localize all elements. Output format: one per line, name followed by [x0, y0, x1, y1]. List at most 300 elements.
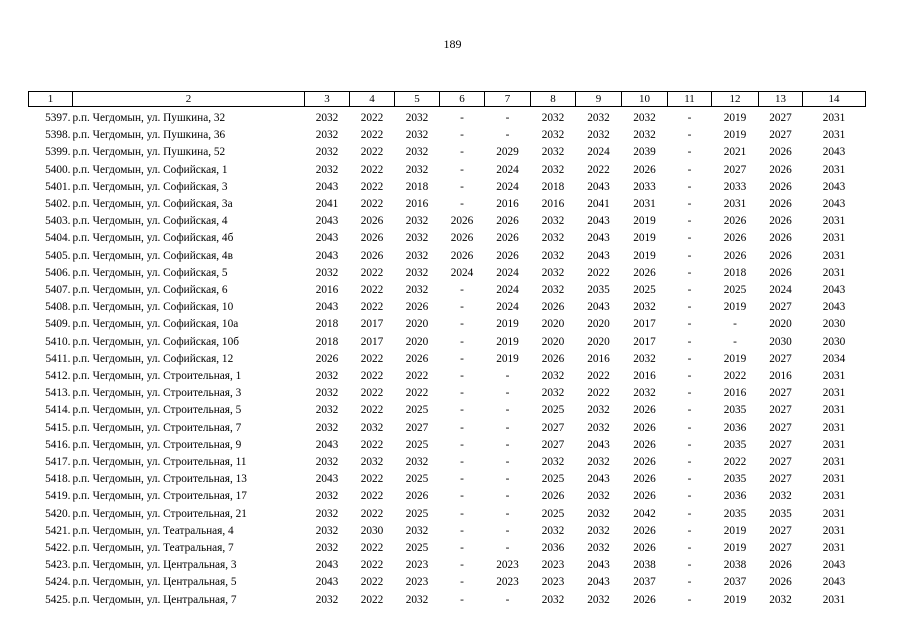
year-cell: -	[687, 456, 692, 469]
row-number: 5415.	[45, 421, 71, 434]
year-cell: -	[687, 438, 692, 451]
year-cell: 2022	[360, 370, 384, 383]
year-cell: 2026	[723, 232, 747, 245]
year-cell: 2027	[769, 404, 792, 417]
year-cell: 2035	[723, 473, 747, 486]
year-cell: 2032	[633, 387, 656, 400]
year-cell: 2016	[496, 198, 519, 211]
address-cell: р.п. Чегдомын, ул. Софийская, 4	[72, 215, 228, 228]
year-cell: 2026	[541, 301, 565, 314]
table-row	[29, 471, 866, 488]
year-cell: 2020	[405, 318, 429, 331]
year-cell: 2016	[723, 387, 747, 400]
row-number: 5420.	[45, 507, 71, 520]
year-cell: 2016	[405, 198, 429, 211]
year-cell: 2043	[587, 180, 610, 193]
row-number: 5419.	[45, 490, 71, 503]
year-cell: 2041	[315, 198, 339, 211]
year-cell: -	[460, 180, 464, 193]
row-number: 5411.	[45, 352, 71, 365]
year-cell: 2031	[822, 129, 846, 142]
table-header	[29, 92, 866, 107]
year-cell: 2025	[541, 473, 565, 486]
address-cell: р.п. Чегдомын, ул. Строительная, 13	[72, 473, 247, 486]
year-cell: -	[687, 335, 692, 348]
year-cell: -	[687, 352, 692, 365]
year-cell: 2026	[723, 215, 747, 228]
year-cell: 2032	[587, 129, 610, 142]
year-cell: 2043	[315, 576, 339, 589]
year-cell: -	[460, 370, 464, 383]
row-number: 5417.	[45, 456, 71, 469]
year-cell: 2026	[405, 301, 429, 314]
column-header-1: 1	[29, 92, 73, 107]
year-cell: 2026	[769, 163, 792, 176]
year-cell: 2043	[822, 146, 846, 159]
year-cell: 2032	[587, 421, 610, 434]
year-cell: 2037	[723, 576, 747, 589]
year-cell: -	[460, 593, 464, 606]
address-cell: р.п. Чегдомын, ул. Софийская, 5	[72, 266, 228, 279]
year-cell: 2022	[360, 284, 384, 297]
year-cell: 2022	[360, 387, 384, 400]
year-cell: 2022	[587, 387, 610, 400]
year-cell: 2016	[769, 370, 792, 383]
address-cell: р.п. Чегдомын, ул. Строительная, 7	[72, 421, 242, 434]
year-cell: 2030	[360, 524, 384, 537]
year-cell: 2022	[360, 404, 384, 417]
year-cell: 2043	[822, 559, 846, 572]
year-cell: -	[460, 352, 464, 365]
column-header-3: 3	[305, 92, 350, 107]
address-cell: р.п. Чегдомын, ул. Строительная, 11	[72, 456, 247, 469]
year-cell: 2033	[723, 180, 747, 193]
year-cell: -	[460, 438, 464, 451]
year-cell: 2027	[769, 524, 792, 537]
table-row	[29, 351, 866, 368]
year-cell: 2031	[723, 198, 747, 211]
address-cell: р.п. Чегдомын, ул. Софийская, 6	[72, 284, 228, 297]
address-cell: р.п. Чегдомын, ул. Строительная, 9	[72, 438, 242, 451]
year-cell: 2027	[769, 352, 792, 365]
year-cell: 2032	[315, 387, 339, 400]
year-cell: 2031	[822, 524, 846, 537]
year-cell: 2025	[723, 284, 747, 297]
year-cell: -	[687, 301, 692, 314]
year-cell: -	[460, 524, 464, 537]
year-cell: -	[505, 473, 510, 486]
data-table	[28, 91, 866, 609]
year-cell: 2032	[541, 370, 565, 383]
year-cell: 2032	[587, 490, 610, 503]
year-cell: 2032	[315, 404, 339, 417]
year-cell: 2026	[769, 232, 792, 245]
table-row	[29, 282, 866, 299]
year-cell: -	[687, 473, 692, 486]
year-cell: 2031	[822, 490, 846, 503]
year-cell: 2022	[587, 163, 610, 176]
table-row	[29, 162, 866, 179]
year-cell: 2022	[405, 370, 429, 383]
table-row	[29, 385, 866, 402]
row-number: 5402.	[45, 198, 71, 211]
year-cell: 2023	[541, 559, 565, 572]
year-cell: -	[505, 593, 510, 606]
year-cell: 2022	[587, 370, 610, 383]
row-number: 5423.	[45, 559, 71, 572]
year-cell: 2017	[360, 335, 384, 348]
year-cell: -	[687, 593, 692, 606]
table-row	[29, 402, 866, 419]
year-cell: -	[687, 284, 692, 297]
year-cell: 2026	[633, 524, 656, 537]
year-cell: 2030	[822, 335, 846, 348]
year-cell: 2024	[496, 163, 519, 176]
page-number: 189	[443, 37, 462, 51]
year-cell: 2018	[315, 335, 339, 348]
year-cell: 2027	[541, 438, 565, 451]
year-cell: 2043	[315, 249, 339, 262]
year-cell: 2032	[541, 456, 565, 469]
year-cell: 2023	[496, 559, 519, 572]
row-number: 5425.	[45, 593, 71, 606]
year-cell: 2043	[587, 232, 610, 245]
year-cell: 2032	[315, 163, 339, 176]
year-cell: 2024	[769, 284, 792, 297]
year-cell: 2032	[360, 421, 384, 434]
year-cell: 2023	[541, 576, 565, 589]
year-cell: 2022	[360, 129, 384, 142]
year-cell: -	[505, 129, 510, 142]
year-cell: 2043	[315, 301, 339, 314]
year-cell: 2032	[633, 112, 656, 124]
year-cell: 2032	[769, 490, 792, 503]
year-cell: 2032	[405, 215, 429, 228]
year-cell: -	[460, 284, 464, 297]
column-header-5: 5	[395, 92, 440, 107]
table-row	[29, 316, 866, 333]
address-cell: р.п. Чегдомын, ул. Театральная, 4	[72, 524, 234, 537]
year-cell: -	[460, 146, 464, 159]
year-cell: 2032	[541, 266, 565, 279]
year-cell: 2026	[633, 542, 656, 555]
year-cell: -	[687, 404, 692, 417]
year-cell: -	[460, 129, 464, 142]
year-cell: 2043	[587, 559, 610, 572]
row-number: 5398.	[45, 129, 71, 142]
year-cell: 2026	[541, 490, 565, 503]
year-cell: -	[687, 318, 692, 331]
row-number: 5413.	[45, 387, 71, 400]
year-cell: -	[505, 507, 510, 520]
year-cell: 2031	[822, 163, 846, 176]
year-cell: 2043	[315, 473, 339, 486]
year-cell: 2023	[405, 576, 429, 589]
year-cell: 2022	[723, 456, 747, 469]
year-cell: 2027	[541, 421, 565, 434]
year-cell: -	[687, 163, 692, 176]
year-cell: 2017	[360, 318, 384, 331]
year-cell: -	[687, 370, 692, 383]
year-cell: 2032	[315, 456, 339, 469]
year-cell: -	[687, 180, 692, 193]
header-row	[29, 92, 866, 107]
address-cell: р.п. Чегдомын, ул. Софийская, 3	[72, 180, 228, 193]
year-cell: 2018	[315, 318, 339, 331]
table-row	[29, 574, 866, 591]
year-cell: -	[460, 335, 464, 348]
year-cell: 2027	[769, 456, 792, 469]
year-cell: 2026	[769, 180, 792, 193]
year-cell: 2020	[587, 318, 610, 331]
address-cell: р.п. Чегдомын, ул. Софийская, 12	[72, 352, 234, 365]
year-cell: 2031	[633, 198, 656, 211]
year-cell: 2032	[541, 129, 565, 142]
year-cell: 2043	[315, 180, 339, 193]
year-cell: 2026	[769, 249, 792, 262]
year-cell: 2019	[496, 318, 519, 331]
year-cell: 2019	[723, 593, 747, 606]
year-cell: 2019	[496, 335, 519, 348]
year-cell: -	[505, 490, 510, 503]
year-cell: 2026	[633, 490, 656, 503]
address-cell: р.п. Чегдомын, ул. Театральная, 7	[72, 542, 234, 555]
year-cell: 2022	[360, 163, 384, 176]
year-cell: -	[460, 507, 464, 520]
row-number: 5400.	[45, 163, 71, 176]
year-cell: 2024	[496, 180, 519, 193]
address-cell: р.п. Чегдомын, ул. Софийская, 10	[72, 301, 234, 314]
year-cell: -	[460, 198, 464, 211]
year-cell: 2032	[541, 146, 565, 159]
year-cell: 2026	[769, 146, 792, 159]
column-header-13: 13	[759, 92, 803, 107]
year-cell: -	[460, 387, 464, 400]
year-cell: 2035	[723, 438, 747, 451]
year-cell: 2032	[541, 593, 565, 606]
row-number: 5418.	[45, 473, 71, 486]
year-cell: 2032	[405, 232, 429, 245]
year-cell: 2032	[315, 146, 339, 159]
column-header-7: 7	[485, 92, 531, 107]
year-cell: 2026	[496, 215, 519, 228]
year-cell: 2032	[315, 129, 339, 142]
year-cell: 2026	[315, 352, 339, 365]
year-cell: 2038	[633, 559, 656, 572]
address-cell: р.п. Чегдомын, ул. Центральная, 3	[72, 559, 237, 572]
year-cell: 2032	[405, 284, 429, 297]
year-cell: 2022	[360, 507, 384, 520]
year-cell: 2032	[315, 421, 339, 434]
address-cell: р.п. Чегдомын, ул. Пушкина, 52	[72, 146, 226, 159]
year-cell: -	[460, 576, 464, 589]
year-cell: 2026	[496, 232, 519, 245]
year-cell: 2032	[405, 163, 429, 176]
year-cell: 2026	[633, 438, 656, 451]
year-cell: 2032	[405, 524, 429, 537]
table-row	[29, 230, 866, 247]
year-cell: 2032	[405, 112, 429, 124]
year-cell: 2032	[541, 232, 565, 245]
year-cell: 2043	[822, 284, 846, 297]
year-cell: 2026	[633, 593, 656, 606]
year-cell: -	[687, 421, 692, 434]
year-cell: -	[687, 387, 692, 400]
year-cell: 2022	[360, 301, 384, 314]
year-cell: 2036	[541, 542, 565, 555]
year-cell: 2022	[405, 387, 429, 400]
year-cell: 2032	[541, 524, 565, 537]
year-cell: 2019	[633, 232, 656, 245]
year-cell: 2024	[496, 301, 519, 314]
address-cell: р.п. Чегдомын, ул. Центральная, 5	[72, 576, 237, 589]
year-cell: 2032	[360, 456, 384, 469]
year-cell: 2016	[541, 198, 565, 211]
year-cell: -	[733, 318, 737, 331]
year-cell: -	[505, 404, 510, 417]
row-number: 5412.	[45, 370, 71, 383]
year-cell: 2026	[633, 473, 656, 486]
year-cell: 2043	[315, 232, 339, 245]
year-cell: 2029	[496, 146, 519, 159]
year-cell: 2018	[541, 180, 565, 193]
year-cell: 2024	[496, 266, 519, 279]
row-number: 5421.	[45, 524, 71, 537]
year-cell: 2026	[496, 249, 519, 262]
year-cell: 2041	[587, 198, 610, 211]
year-cell: -	[505, 421, 510, 434]
year-cell: 2022	[360, 352, 384, 365]
year-cell: 2034	[822, 352, 846, 365]
year-cell: 2026	[633, 404, 656, 417]
row-number: 5397.	[45, 112, 71, 124]
year-cell: 2032	[315, 542, 339, 555]
year-cell: 2035	[723, 404, 747, 417]
year-cell: 2018	[723, 266, 747, 279]
year-cell: 2032	[541, 112, 565, 124]
year-cell: 2043	[822, 576, 846, 589]
table-row	[29, 368, 866, 385]
year-cell: 2031	[822, 593, 846, 606]
year-cell: 2032	[405, 146, 429, 159]
address-cell: р.п. Чегдомын, ул. Софийская, 3а	[72, 198, 233, 211]
year-cell: 2027	[769, 112, 792, 124]
address-cell: р.п. Чегдомын, ул. Строительная, 17	[72, 490, 247, 503]
table-row	[29, 454, 866, 471]
year-cell: 2032	[587, 593, 610, 606]
year-cell: -	[460, 404, 464, 417]
year-cell: 2032	[633, 352, 656, 365]
year-cell: 2032	[541, 387, 565, 400]
year-cell: 2032	[315, 524, 339, 537]
year-cell: 2032	[405, 129, 429, 142]
year-cell: 2031	[822, 421, 846, 434]
year-cell: 2026	[633, 163, 656, 176]
year-cell: 2043	[822, 198, 846, 211]
year-cell: 2026	[723, 249, 747, 262]
year-cell: 2043	[587, 576, 610, 589]
year-cell: 2032	[315, 112, 339, 124]
year-cell: 2023	[496, 576, 519, 589]
year-cell: 2026	[541, 352, 565, 365]
year-cell: 2043	[587, 215, 610, 228]
year-cell: 2019	[723, 524, 747, 537]
year-cell: 2024	[587, 146, 610, 159]
year-cell: 2026	[633, 456, 656, 469]
year-cell: 2020	[541, 318, 565, 331]
year-cell: 2043	[822, 301, 846, 314]
year-cell: 2033	[633, 180, 656, 193]
table-row	[29, 523, 866, 540]
year-cell: 2026	[769, 198, 792, 211]
year-cell: 2026	[769, 266, 792, 279]
year-cell: 2043	[315, 559, 339, 572]
year-cell: -	[687, 542, 692, 555]
year-cell: 2025	[405, 473, 429, 486]
year-cell: 2025	[405, 404, 429, 417]
year-cell: 2025	[405, 438, 429, 451]
table-row	[29, 196, 866, 213]
table-row	[29, 488, 866, 505]
year-cell: -	[460, 421, 464, 434]
year-cell: 2030	[769, 335, 792, 348]
year-cell: 2032	[587, 542, 610, 555]
year-cell: 2031	[822, 232, 846, 245]
column-header-12: 12	[712, 92, 759, 107]
row-number: 5409.	[45, 318, 71, 331]
year-cell: 2021	[723, 146, 747, 159]
year-cell: 2020	[541, 335, 565, 348]
year-cell: 2022	[360, 112, 384, 124]
year-cell: 2022	[360, 146, 384, 159]
year-cell: -	[687, 215, 692, 228]
column-header-9: 9	[576, 92, 622, 107]
year-cell: 2017	[633, 335, 656, 348]
year-cell: 2032	[769, 593, 792, 606]
year-cell: -	[505, 370, 510, 383]
address-cell: р.п. Чегдомын, ул. Софийская, 1	[72, 163, 228, 176]
year-cell: -	[505, 112, 510, 124]
year-cell: 2026	[450, 232, 474, 245]
table-row	[29, 437, 866, 454]
table-row	[29, 540, 866, 557]
year-cell: 2035	[769, 507, 792, 520]
year-cell: 2027	[769, 129, 792, 142]
year-cell: 2025	[405, 542, 429, 555]
year-cell: 2032	[315, 490, 339, 503]
year-cell: -	[687, 507, 692, 520]
table-row	[29, 506, 866, 523]
year-cell: 2043	[587, 249, 610, 262]
row-number: 5405.	[45, 249, 71, 262]
year-cell: 2031	[822, 542, 846, 555]
year-cell: 2027	[769, 542, 792, 555]
year-cell: 2022	[360, 266, 384, 279]
year-cell: 2026	[360, 215, 384, 228]
year-cell: -	[460, 456, 464, 469]
year-cell: 2026	[450, 215, 474, 228]
year-cell: 2022	[360, 473, 384, 486]
year-cell: 2019	[633, 249, 656, 262]
year-cell: 2022	[360, 593, 384, 606]
year-cell: -	[687, 146, 692, 159]
address-cell: р.п. Чегдомын, ул. Софийская, 10б	[72, 335, 239, 348]
year-cell: 2024	[496, 284, 519, 297]
year-cell: 2031	[822, 215, 846, 228]
year-cell: 2037	[633, 576, 656, 589]
year-cell: -	[460, 301, 464, 314]
table-row	[29, 107, 866, 128]
